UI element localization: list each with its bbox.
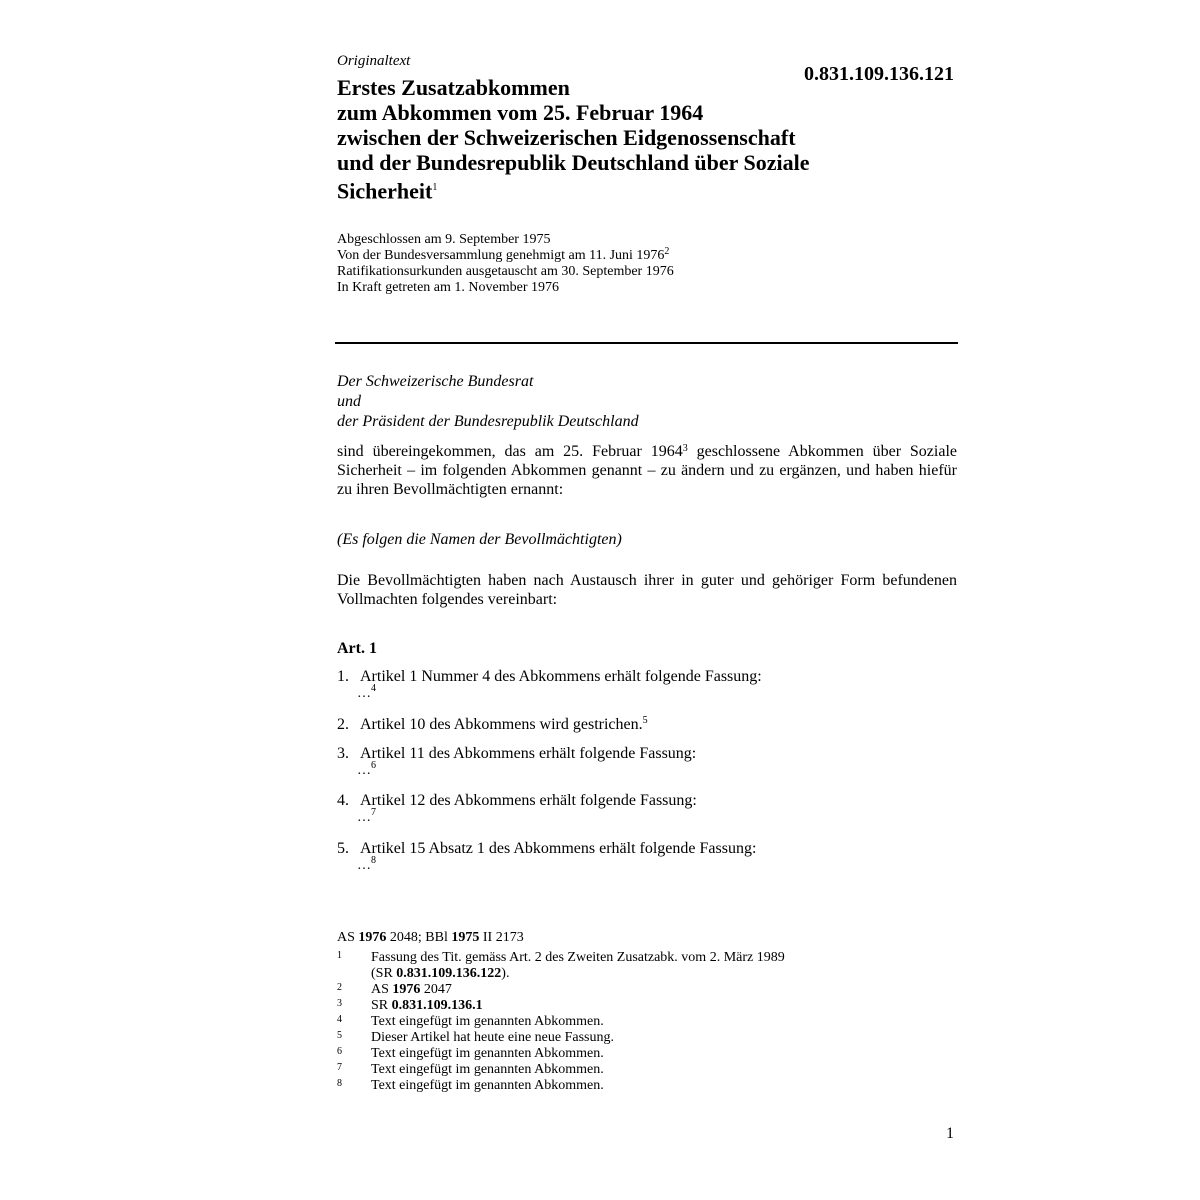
omitted-text (337, 855, 957, 873)
footnote-number: 7 (337, 1062, 342, 1073)
footnote-text: AS (371, 982, 393, 997)
footnote-text: Text eingefügt im genannten Abkommen. (371, 1062, 604, 1077)
footnote-ref-4[interactable]: 4 (371, 683, 376, 694)
preamble-part-2: geschlossene Abkommen über Soziale Sicherheit – im folgenden Abkommen genannt – zu ändern und zu ergänzen, und haben hiefür zu ihren Bevollmächtigten ernannt: (337, 443, 957, 498)
footnote-ref-2[interactable]: 2 (664, 246, 670, 257)
preamble-paragraph (337, 442, 957, 499)
footnote-text: 2047 (420, 982, 452, 997)
omitted-text (337, 683, 957, 701)
item-text: Artikel 10 des Abkommens wird gestrichen. (360, 716, 643, 733)
ellipsis: … (357, 763, 371, 778)
footnote-sr-reference (371, 966, 957, 982)
item-text: Artikel 15 Absatz 1 des Abkommens erhält folgende Fassung: (360, 840, 757, 857)
ellipsis: … (357, 810, 371, 825)
footnote-1 (337, 950, 957, 982)
footnote-5 (337, 1030, 957, 1046)
footnote-ref-5[interactable]: 5 (642, 715, 648, 726)
footnote-text: Text eingefügt im genannten Abkommen. (371, 1014, 604, 1029)
footnote-number: 6 (337, 1046, 342, 1057)
footnote-ref-1[interactable]: 1 (432, 182, 438, 193)
agreement-paragraph: Die Bevollmächtigten haben nach Austausch ihrer in guter und gehöriger Form befundenen Vollmachten folgendes vereinbart: (337, 572, 957, 608)
title-line-5 (337, 175, 957, 203)
footnote-6 (337, 1046, 957, 1062)
footnote-8 (337, 1078, 957, 1094)
footnote-text: Text eingefügt im genannten Abkommen. (371, 1078, 604, 1093)
title-line-3: zwischen der Schweizerischen Eidgenossenschaft (337, 125, 796, 150)
page-number: 1 (946, 1125, 954, 1142)
article-item-1 (337, 667, 957, 701)
approved-date (337, 248, 957, 264)
footnote-text: (SR (371, 966, 397, 981)
ellipsis: … (357, 686, 371, 701)
footnote-ref-6[interactable]: 6 (371, 760, 376, 771)
sr-link[interactable]: 0.831.109.136.122 (396, 966, 502, 981)
title-line-4: und der Bundesrepublik Deutschland über Soziale (337, 150, 810, 175)
article-item-5 (337, 839, 957, 873)
footnote-number: 2 (337, 982, 342, 993)
source-text: 2048; BBl (386, 930, 452, 945)
in-force-date: In Kraft getreten am 1. November 1976 (337, 280, 559, 295)
sr-number: 0.831.109.136.121 (804, 63, 954, 85)
plenipotentiaries-note: (Es folgen die Namen der Bevollmächtigten) (337, 531, 622, 548)
footnote-number: 5 (337, 1030, 342, 1041)
contracting-parties (337, 372, 957, 432)
publication-source (337, 930, 957, 946)
footnote-text: Dieser Artikel hat heute eine neue Fassung. (371, 1030, 614, 1045)
footnote-text: Text eingefügt im genannten Abkommen. (371, 1046, 604, 1061)
original-text-label: Originaltext (337, 53, 411, 69)
article-heading: Art. 1 (337, 640, 377, 657)
as-link[interactable]: 1976 (392, 982, 421, 997)
footnote-ref-7[interactable]: 7 (371, 807, 376, 818)
document-title (337, 75, 957, 203)
approved-text: Von der Bundesversammlung genehmigt am 11. Juni 1976 (337, 248, 665, 263)
footnote-number: 8 (337, 1078, 342, 1089)
party-2: der Präsident der Bundesrepublik Deutschland (337, 413, 639, 430)
article-item-4 (337, 791, 957, 825)
title-line-1: Erstes Zusatzabkommen (337, 75, 570, 100)
title-last-line: Sicherheit (337, 178, 433, 204)
footnote-ref-8[interactable]: 8 (371, 855, 376, 866)
article-item-2 (337, 715, 957, 734)
item-number: 1. (337, 668, 349, 685)
source-text: II 2173 (479, 930, 524, 945)
item-text: Artikel 12 des Abkommens erhält folgende Fassung: (360, 792, 697, 809)
footnote-4 (337, 1014, 957, 1030)
item-number: 5. (337, 840, 349, 857)
footnote-number: 4 (337, 1014, 342, 1025)
item-number: 4. (337, 792, 349, 809)
source-year: 1975 (451, 930, 480, 945)
article-item-3 (337, 744, 957, 778)
concluded-date: Abgeschlossen am 9. September 1975 (337, 232, 551, 247)
source-text: AS (337, 930, 359, 945)
ellipsis: … (357, 858, 371, 873)
item-text: Artikel 1 Nummer 4 des Abkommens erhält folgende Fassung: (360, 668, 762, 685)
footnotes-list (337, 950, 957, 1094)
footnote-text: Fassung des Tit. gemäss Art. 2 des Zweiten Zusatzabk. vom 2. März 1989 (371, 950, 785, 965)
footnote-number: 1 (337, 950, 342, 961)
footnote-text: SR (371, 998, 392, 1013)
footnote-text: ). (501, 966, 510, 981)
ratified-date: Ratifikationsurkunden ausgetauscht am 30. September 1976 (337, 264, 674, 279)
footnote-ref-3[interactable]: 3 (682, 443, 688, 454)
item-text: Artikel 11 des Abkommens erhält folgende Fassung: (360, 745, 697, 762)
party-conjunction: und (337, 393, 361, 410)
footnote-number: 3 (337, 998, 342, 1009)
omitted-text (337, 760, 957, 778)
footnote-3 (337, 998, 957, 1014)
preamble-part-1: sind übereingekommen, das am 25. Februar 1964 (337, 443, 683, 460)
party-1: Der Schweizerische Bundesrat (337, 373, 534, 390)
omitted-text (337, 807, 957, 825)
document-metadata (337, 232, 957, 296)
horizontal-divider (335, 342, 958, 344)
sr-link[interactable]: 0.831.109.136.1 (391, 998, 483, 1013)
item-number: 3. (337, 745, 349, 762)
source-year: 1976 (358, 930, 387, 945)
item-number: 2. (337, 716, 349, 733)
footnote-7 (337, 1062, 957, 1078)
title-line-2: zum Abkommen vom 25. Februar 1964 (337, 100, 704, 125)
footnote-2 (337, 982, 957, 998)
